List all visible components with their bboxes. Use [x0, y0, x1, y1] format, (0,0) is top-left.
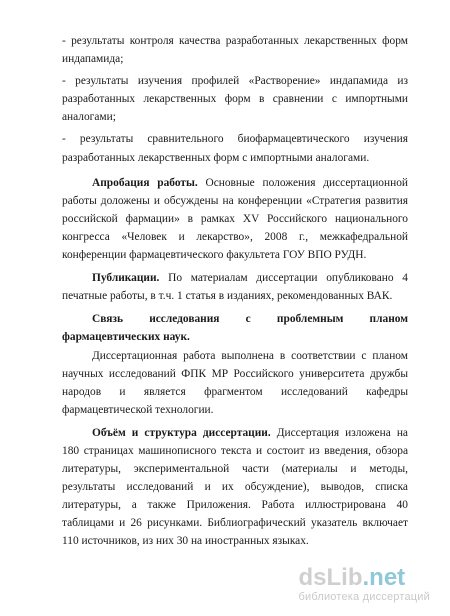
relation-heading: Связь исследования с проблемным планом фармацевтических наук.: [62, 313, 408, 344]
approbation-heading: Апробация работы.: [92, 176, 198, 189]
document-page: [62, 32, 408, 551]
bullet-item-3: - результаты сравнительного биофармацевтического изучения разработанных лекарственных форм с импортными аналогами.: [62, 133, 408, 164]
publications-heading: Публикации.: [92, 272, 160, 285]
publications-paragraph: [62, 269, 408, 305]
bullet-item-2: - результаты изучения профилей «Растворение» индапамида из разработанных лекарственных форм в сравнении с импортными аналогами;: [62, 75, 408, 124]
dslib-logo: [298, 566, 430, 590]
logo-ds: ds: [298, 564, 327, 591]
publications-text: По материалам диссертации опубликовано 4 печатные работы, в т.ч. 1 статья в изданиях, рекомендованных ВАК.: [62, 272, 408, 303]
watermark-subtitle: библиотека диссертаций: [298, 591, 430, 603]
dslib-watermark: [298, 566, 430, 604]
structure-paragraph: [62, 424, 408, 551]
approbation-text: Основные положения диссертационной работы доложены и обсуждены на конференции «Стратегия развития российской фармации» в рамках XV Российского национального конгресса «Человек и лекарство», 2008 г., межкафедральной конференции фармацевтического факультета ГОУ ВПО РУДН.: [62, 176, 408, 262]
relation-paragraph: Диссертационная работа выполнена в соответствии с планом научных исследований ФПК МР Российского университета дружбы народов и является фрагментом исследований кафедры фармацевтической технологии.: [62, 349, 408, 416]
logo-net: .net: [362, 564, 406, 591]
structure-text: Диссертация изложена на 180 страницах машинописного текста и состоит из введения, обзора литературы, экспериментальной части (материалы и методы, результаты исследований и их обсуждение), выводов, списка литературы, а также Приложения. Работа иллюстрирована 40 таблицами и 26 рисунками. Библиографический указатель включает 110 источников, из них 30 на иностранных языках.: [62, 426, 408, 548]
logo-lib: Lib: [326, 564, 363, 591]
structure-heading: Объём и структура диссертации.: [92, 426, 271, 439]
bullet-item-1: - результаты контроля качества разработанных лекарственных форм индапамида;: [62, 35, 408, 66]
approbation-paragraph: [62, 174, 408, 264]
